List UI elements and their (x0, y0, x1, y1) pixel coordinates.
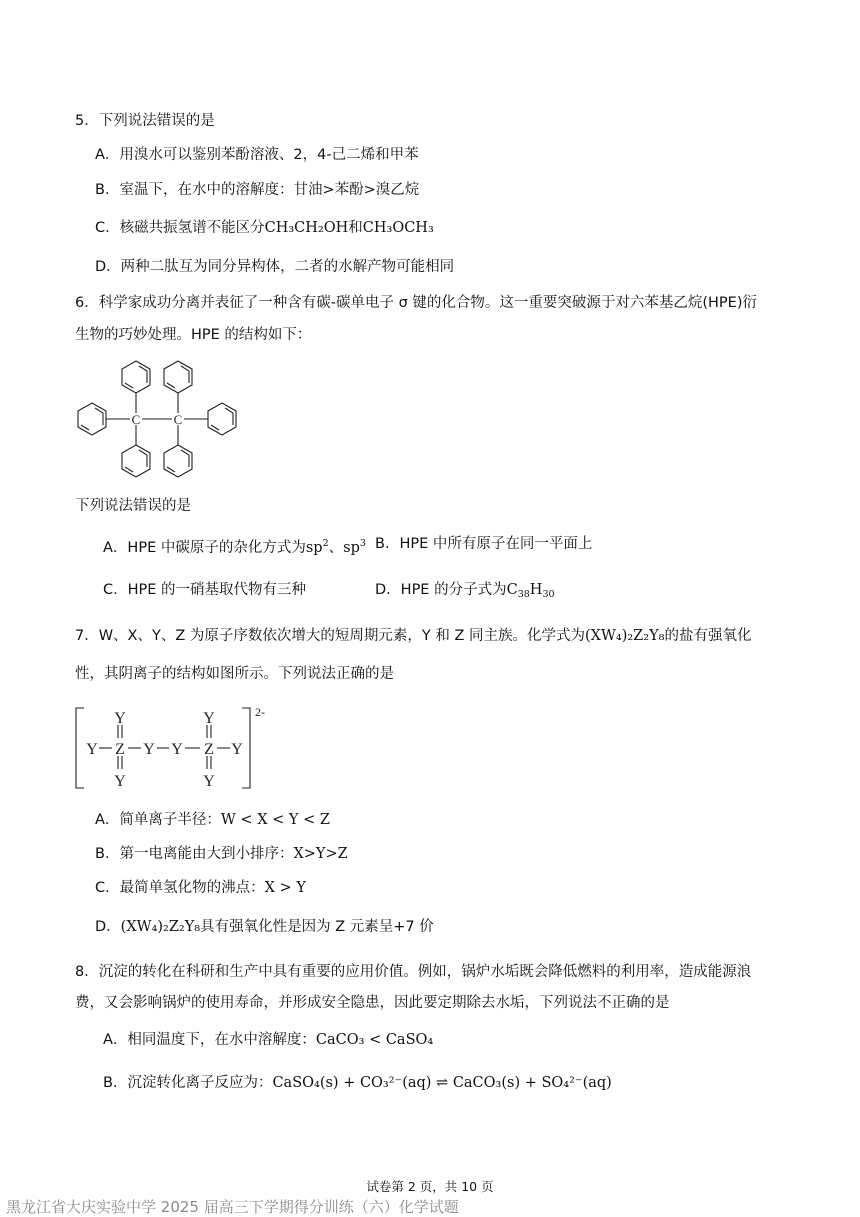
q6-sp2: sp (305, 540, 323, 556)
q6-stem-line2: 生物的巧妙处理。HPE 的结构如下： (75, 327, 312, 343)
q6-option-c: C．HPE 的一硝基取代物有三种 (103, 582, 307, 598)
q8-option-a (103, 1030, 433, 1050)
anion-y-bridge-2: Y (171, 741, 183, 758)
q5-stem: 5．下列说法错误的是 (75, 113, 215, 129)
q6-option-a-text: A．HPE 中碳原子的杂化方式为 (103, 540, 306, 556)
q8-option-a-expr: CaCO₃ < CaSO₄ (315, 1032, 434, 1048)
anion-y-top-1: Y (114, 710, 126, 727)
q6-sp3-sup: 3 (359, 538, 366, 549)
anion-y-bottom-1: Y (114, 773, 126, 790)
anion-y-left: Y (86, 741, 98, 758)
hpe-structure-diagram (70, 355, 250, 485)
q6-formula-h: H (529, 582, 543, 598)
q6-formula-h-sub: 30 (542, 589, 555, 600)
q6-sp2-sup: 2 (322, 538, 329, 549)
q7-stem-text: 7．W、X、Y、Z 为原子序数依次增大的短周期元素，Y 和 Z 同主族。化学式为 (75, 628, 586, 644)
q5-option-a: A．用溴水可以鉴别苯酚溶液、2，4-己二烯和甲苯 (95, 147, 419, 163)
anion-y-bridge-1: Y (143, 741, 155, 758)
q6-option-a (103, 534, 366, 558)
q6-option-d-text: D．HPE 的分子式为 (375, 582, 507, 598)
q5-dimethyl-ether-formula: CH₃OCH₃ (362, 220, 434, 236)
q7-option-b-text: B．第一电离能由大到小排序： (95, 846, 294, 862)
q7-option-a-expr: W < X < Y < Z (220, 812, 330, 828)
anion-y-bottom-2: Y (203, 773, 215, 790)
anion-charge: 2- (255, 705, 265, 719)
q6-option-b: B．HPE 中所有原子在同一平面上 (375, 536, 593, 552)
q8-option-b-text: B．沉淀转化离子反应为： (103, 1075, 273, 1091)
hpe-carbon-1: C (131, 412, 141, 427)
q7-option-a-text: A．简单离子半径： (95, 812, 221, 828)
q7-option-d-text: 具有强氧化性是因为 Z 元素呈+7 价 (200, 919, 434, 935)
hpe-carbon-2: C (173, 412, 183, 427)
q8-option-b-expr: CaSO₄(s) + CO₃²⁻(aq) ⇌ CaCO₃(s) + SO₄²⁻(aq) (272, 1075, 612, 1091)
anion-z-1: Z (115, 741, 125, 758)
q7-stem-line1 (75, 626, 751, 646)
q6-sp3: sp (343, 540, 360, 556)
q7-option-c-expr: X > Y (264, 880, 306, 896)
q5-option-c (95, 218, 434, 238)
q6-stem-line1: 6．科学家成功分离并表征了一种含有碳-碳单电子 σ 键的化合物。这一重要突破源于对六苯基乙烷(HPE)衍 (75, 295, 757, 311)
q8-option-a-text: A．相同温度下，在水中溶解度： (103, 1032, 316, 1048)
q7-option-d-label: D． (95, 919, 121, 935)
q5-option-c-text: C．核磁共振氢谱不能区分 (95, 220, 265, 236)
q7-option-c-text: C．最简单氢化物的沸点： (95, 880, 265, 896)
q7-option-b-expr: X>Y>Z (293, 846, 348, 862)
q8-stem-line1: 8．沉淀的转化在科研和生产中具有重要的应用价值。例如，锅炉水垢既会降低燃料的利用率，造成能源浪 (75, 964, 752, 980)
q5-option-b: B．室温下，在水中的溶解度：甘油>苯酚>溴乙烷 (95, 182, 420, 198)
page-footer: 试卷第 2 页，共 10 页 (366, 1179, 494, 1194)
q5-option-d: D．两种二肽互为同分异构体，二者的水解产物可能相同 (95, 259, 455, 275)
q6-lead: 下列说法错误的是 (75, 498, 191, 514)
q6-sep: 、 (328, 540, 344, 556)
q7-option-a (95, 810, 330, 830)
q7-stem-line2: 性，其阴离子的结构如图所示。下列说法正确的是 (75, 666, 394, 682)
source-watermark: 黑龙江省大庆实验中学 2025 届高三下学期得分训练（六）化学试题 (6, 1198, 459, 1216)
q8-stem-line2: 费，又会影响锅炉的使用寿命，并形成安全隐患，因此要定期除去水垢，下列说法不正确的是 (75, 995, 670, 1011)
anion-z-2: Z (204, 741, 214, 758)
q6-formula-c-sub: 38 (517, 589, 530, 600)
q7-option-c (95, 878, 306, 898)
q7-option-d (95, 917, 434, 937)
q7-salt-formula: (XW₄)₂Z₂Y₈ (585, 628, 665, 644)
q6-formula-c: C (506, 582, 518, 598)
q5-ethanol-formula: CH₃CH₂OH (264, 220, 349, 236)
q7-stem-text-post: 的盐有强氧化 (664, 628, 752, 644)
anion-structure-diagram (72, 702, 272, 794)
q5-option-c-and: 和 (348, 220, 363, 236)
anion-y-top-2: Y (203, 710, 215, 727)
q7-option-b (95, 844, 348, 864)
q7-option-d-formula: (XW₄)₂Z₂Y₈ (120, 919, 201, 935)
anion-y-right: Y (231, 741, 243, 758)
q6-option-d (375, 580, 555, 605)
q8-option-b (103, 1073, 612, 1093)
